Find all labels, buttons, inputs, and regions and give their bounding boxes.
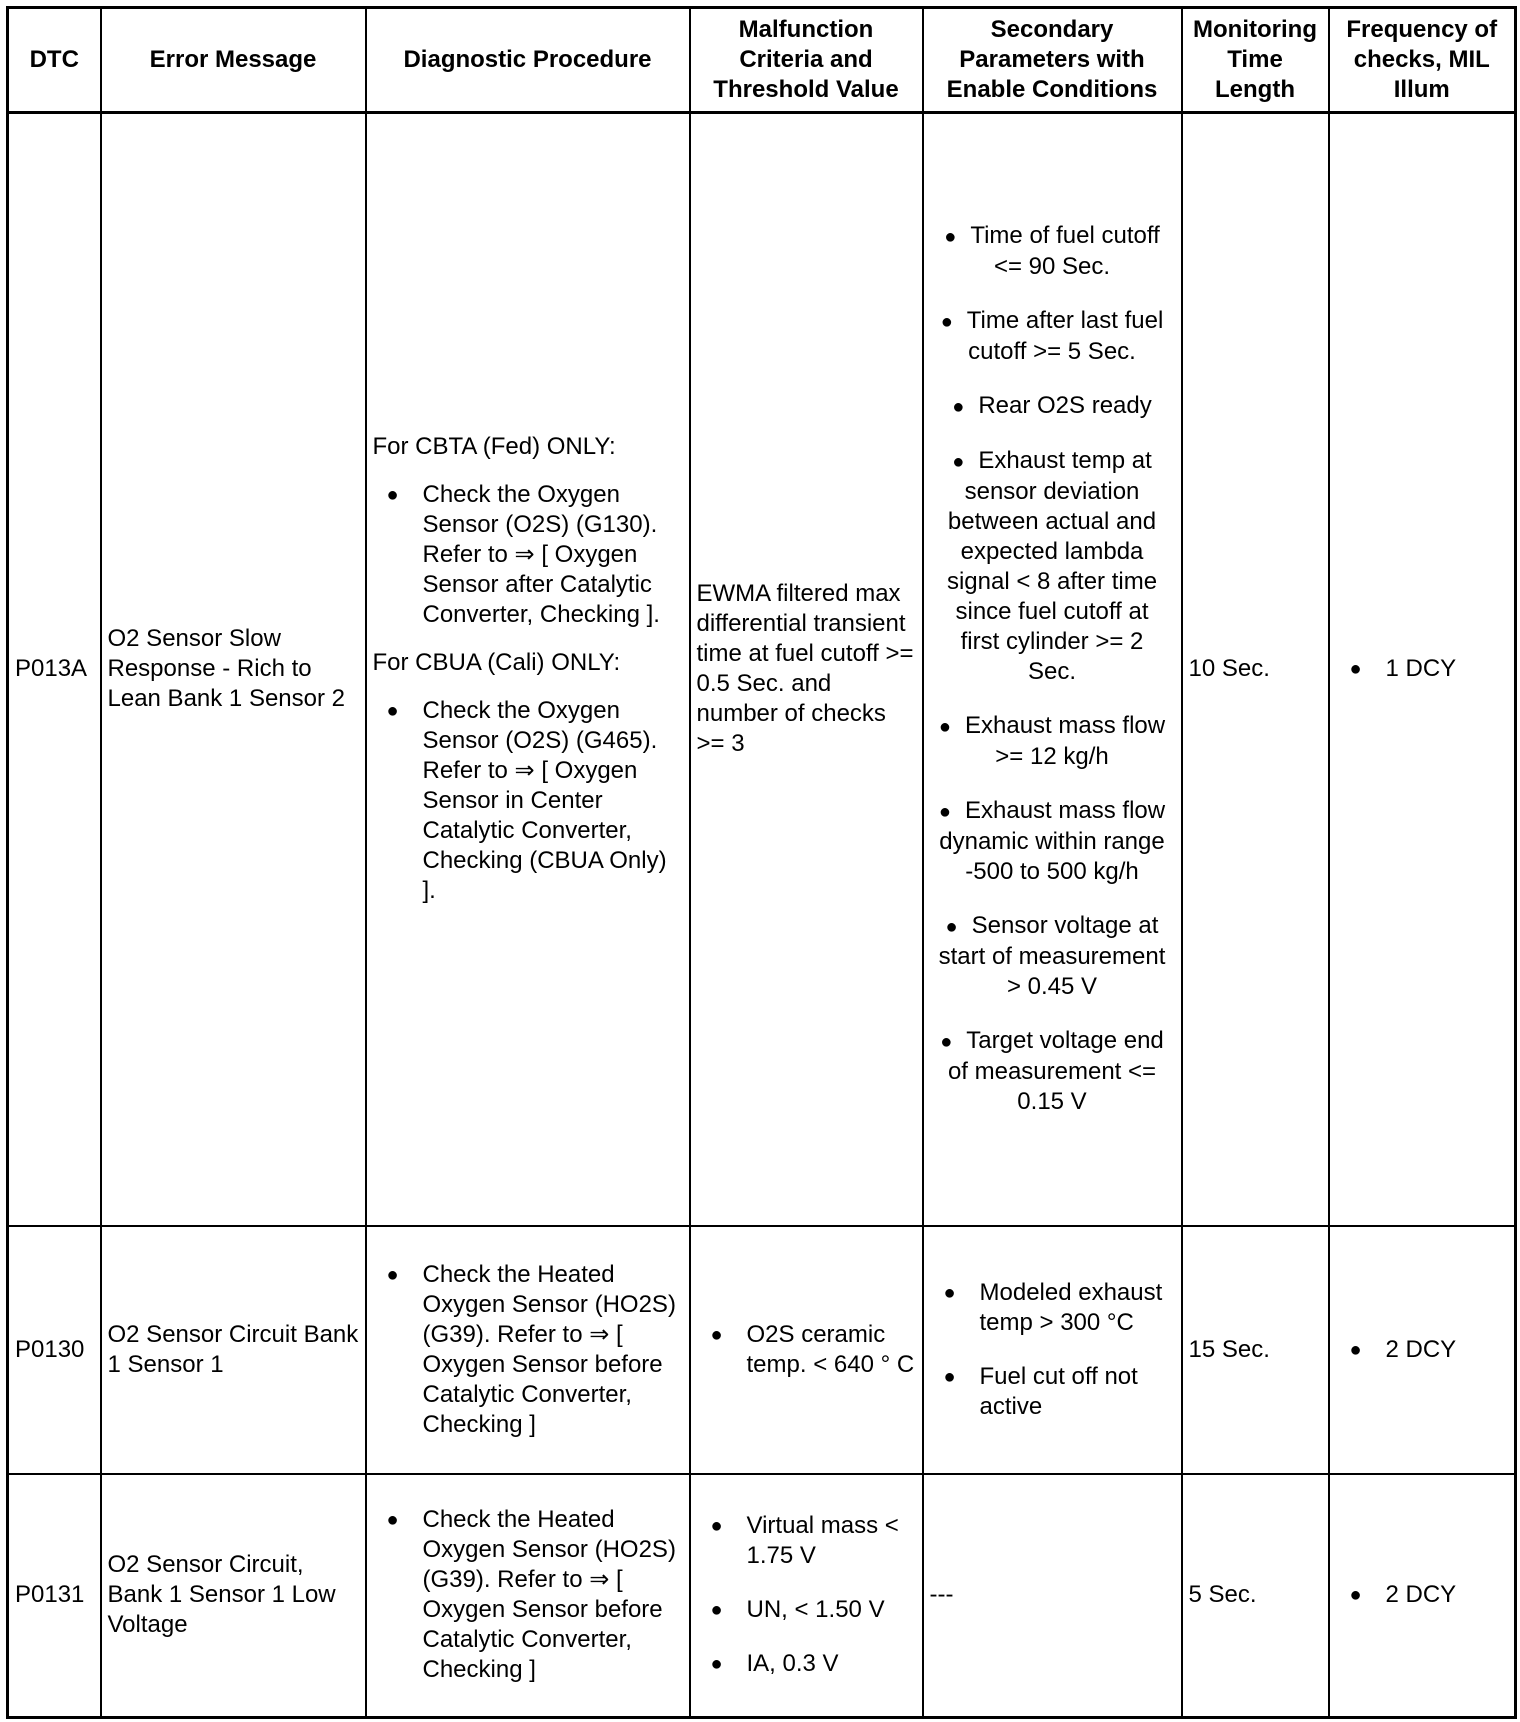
bullet-icon: ● <box>1349 1584 1362 1607</box>
list-item <box>930 221 1175 282</box>
list-item <box>930 796 1175 887</box>
table-row <box>8 1474 1516 1718</box>
cell-error-message: O2 Sensor Circuit Bank 1 Sensor 1 <box>101 1226 366 1474</box>
list-item <box>930 1362 1175 1422</box>
procedure-text: Check the Heated Oxygen Sensor (HO2S) (G39). Refer to ⇒ [ Oxygen Sensor before Catalytic Converter, Checking ] <box>422 1260 676 1438</box>
list-item <box>930 711 1175 772</box>
header-frequency: Frequency of checks, MIL Illum <box>1329 8 1516 113</box>
bullet-icon: ● <box>386 700 399 723</box>
list-item <box>930 1026 1175 1117</box>
secondary-text: Time of fuel cutoff <= 90 Sec. <box>970 222 1160 281</box>
list-item <box>930 1278 1175 1338</box>
list-item <box>1336 1335 1509 1365</box>
secondary-text: Modeled exhaust temp > 300 °C <box>979 1278 1163 1336</box>
bullet-icon: ● <box>952 396 965 419</box>
list-item <box>930 306 1175 367</box>
list-item <box>373 1260 683 1440</box>
secondary-text: Time after last fuel cutoff >= 5 Sec. <box>966 307 1164 366</box>
procedure-list <box>373 480 683 630</box>
bullet-icon: ● <box>710 1599 723 1622</box>
cell-error-message: O2 Sensor Circuit, Bank 1 Sensor 1 Low Voltage <box>101 1474 366 1718</box>
frequency-text: 2 DCY <box>1385 1581 1457 1609</box>
bullet-icon: ● <box>945 916 958 939</box>
list-item <box>930 391 1175 422</box>
malfunction-text: O2S ceramic temp. < 640 ° C <box>746 1320 915 1378</box>
bullet-icon: ● <box>386 1509 399 1532</box>
malfunction-text: IA, 0.3 V <box>746 1650 839 1678</box>
list-item <box>373 1505 683 1685</box>
bullet-icon: ● <box>938 801 951 824</box>
list-item <box>373 480 683 630</box>
header-malfunction-criteria: Malfunction Criteria and Threshold Value <box>690 8 923 113</box>
bullet-icon: ● <box>943 1365 956 1388</box>
bullet-icon: ● <box>1349 1338 1362 1361</box>
cell-monitoring-time: 15 Sec. <box>1182 1226 1329 1474</box>
secondary-text: Target voltage end of measurement <= 0.15 V <box>947 1027 1164 1116</box>
cell-monitoring-time: 5 Sec. <box>1182 1474 1329 1718</box>
cell-diagnostic-procedure <box>366 113 690 1226</box>
frequency-list <box>1336 1580 1509 1610</box>
procedure-list <box>373 1505 683 1685</box>
procedure-list <box>373 696 683 906</box>
list-item <box>697 1649 916 1679</box>
cell-frequency <box>1329 1226 1516 1474</box>
table-row <box>8 1226 1516 1474</box>
secondary-text: Exhaust temp at sensor deviation between actual and expected lambda signal < 8 after time since fuel cutoff at first cylinder >= 2 Sec. <box>946 447 1158 686</box>
frequency-list <box>1336 654 1509 684</box>
list-item <box>697 1511 916 1571</box>
table-row <box>8 113 1516 1226</box>
cell-diagnostic-procedure <box>366 1226 690 1474</box>
procedure-text: Check the Heated Oxygen Sensor (HO2S) (G39). Refer to ⇒ [ Oxygen Sensor before Catalytic Converter, Checking ] <box>422 1506 676 1684</box>
secondary-text: Exhaust mass flow >= 12 kg/h <box>965 712 1166 771</box>
bullet-icon: ● <box>940 311 953 334</box>
list-item <box>1336 1580 1509 1610</box>
cell-frequency <box>1329 1474 1516 1718</box>
procedure-text: Check the Oxygen Sensor (O2S) (G130). Refer to ⇒ [ Oxygen Sensor after Catalytic Converter, Checking ]. <box>422 481 660 629</box>
header-secondary-parameters: Secondary Parameters with Enable Conditions <box>923 8 1182 113</box>
cell-secondary-parameters <box>923 113 1182 1226</box>
bullet-icon: ● <box>944 226 957 249</box>
cell-dtc: P0130 <box>8 1226 101 1474</box>
secondary-text: Fuel cut off not active <box>979 1362 1138 1420</box>
cell-malfunction-criteria: EWMA filtered max differential transient time at fuel cutoff >= 0.5 Sec. and number of checks >= 3 <box>690 113 923 1226</box>
secondary-text: Exhaust mass flow dynamic within range -500 to 500 kg/h <box>939 797 1166 886</box>
bullet-icon: ● <box>386 484 399 507</box>
bullet-icon: ● <box>940 1031 953 1054</box>
bullet-icon: ● <box>1349 658 1362 681</box>
frequency-text: 2 DCY <box>1385 1335 1457 1363</box>
cell-error-message: O2 Sensor Slow Response - Rich to Lean Bank 1 Sensor 2 <box>101 113 366 1226</box>
cell-malfunction-criteria <box>690 1226 923 1474</box>
cell-secondary-parameters <box>923 1226 1182 1474</box>
cell-dtc: P013A <box>8 113 101 1226</box>
procedure-heading: For CBTA (Fed) ONLY: <box>372 433 616 461</box>
list-item <box>697 1320 916 1380</box>
cell-secondary-parameters: --- <box>923 1474 1182 1718</box>
procedure-heading: For CBUA (Cali) ONLY: <box>372 649 621 677</box>
bullet-icon: ● <box>386 1263 399 1286</box>
malfunction-text: UN, < 1.50 V <box>746 1596 885 1624</box>
procedure-text: Check the Oxygen Sensor (O2S) (G465). Refer to ⇒ [ Oxygen Sensor in Center Catalytic Converter, Checking (CBUA Only) ]. <box>422 697 667 905</box>
secondary-list <box>930 1278 1175 1422</box>
header-row <box>8 8 1516 113</box>
secondary-text: Sensor voltage at start of measurement > 0.45 V <box>938 912 1166 1001</box>
cell-monitoring-time: 10 Sec. <box>1182 113 1329 1226</box>
list-item <box>930 446 1175 687</box>
cell-diagnostic-procedure <box>366 1474 690 1718</box>
list-item <box>373 696 683 906</box>
secondary-list <box>930 221 1175 1117</box>
frequency-text: 1 DCY <box>1385 655 1457 683</box>
cell-frequency <box>1329 113 1516 1226</box>
header-dtc: DTC <box>8 8 101 113</box>
malfunction-list <box>697 1511 916 1679</box>
bullet-icon: ● <box>938 716 951 739</box>
bullet-icon: ● <box>710 1323 723 1346</box>
list-item <box>1336 654 1509 684</box>
bullet-icon: ● <box>943 1281 956 1304</box>
procedure-list <box>373 1260 683 1440</box>
bullet-icon: ● <box>952 451 965 474</box>
list-item <box>697 1595 916 1625</box>
malfunction-text: Virtual mass < 1.75 V <box>746 1512 899 1570</box>
header-error-message: Error Message <box>101 8 366 113</box>
header-diagnostic-procedure: Diagnostic Procedure <box>366 8 690 113</box>
secondary-text: Rear O2S ready <box>978 392 1152 420</box>
bullet-icon: ● <box>710 1515 723 1538</box>
frequency-list <box>1336 1335 1509 1365</box>
bullet-icon: ● <box>710 1653 723 1676</box>
cell-malfunction-criteria <box>690 1474 923 1718</box>
dtc-table <box>6 6 1517 1719</box>
list-item <box>930 911 1175 1002</box>
malfunction-list <box>697 1320 916 1380</box>
header-monitoring-time: Monitoring Time Length <box>1182 8 1329 113</box>
cell-dtc: P0131 <box>8 1474 101 1718</box>
